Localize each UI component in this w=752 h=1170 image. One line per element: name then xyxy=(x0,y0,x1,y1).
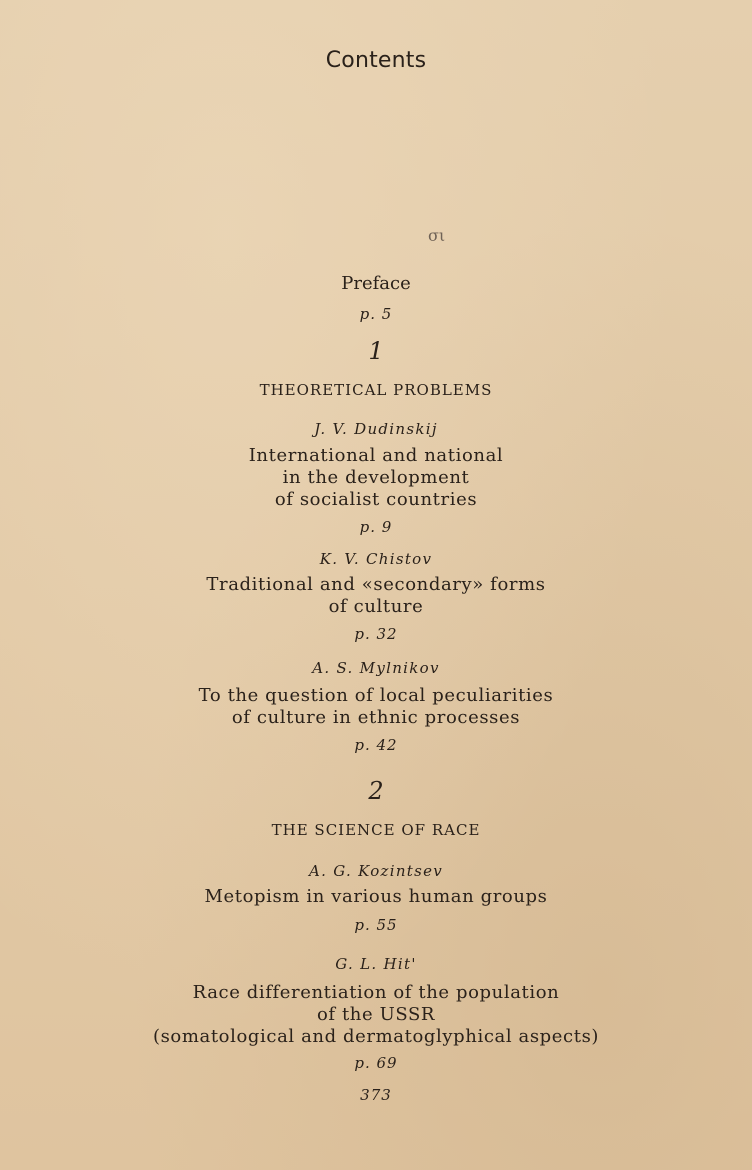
article-2-author: K. V. Chistov xyxy=(319,550,433,568)
section-2-title: THE SCIENCE OF RACE xyxy=(271,821,481,839)
article-1-author: J. V. Dudinskij xyxy=(314,420,438,438)
article-3-page: p. 42 xyxy=(354,736,398,754)
section-2-number: 2 xyxy=(368,777,384,805)
preface-page: p. 5 xyxy=(359,305,393,323)
article-4-title-line-1: Metopism in various human groups xyxy=(204,886,548,907)
article-5-title-line-3: (somatological and dermatoglyphical aspects) xyxy=(152,1026,600,1047)
page-number: 373 xyxy=(360,1086,392,1104)
article-1-title-line-3: of socialist countries xyxy=(274,489,478,510)
preface-heading: Preface xyxy=(341,273,411,294)
article-5-author: G. L. Hit' xyxy=(335,955,417,973)
section-1-title: THEORETICAL PROBLEMS xyxy=(259,381,493,399)
section-1-number: 1 xyxy=(368,337,384,365)
page-title: Contents xyxy=(325,48,427,73)
article-2-page: p. 32 xyxy=(354,625,398,643)
article-5-page: p. 69 xyxy=(354,1054,398,1072)
article-2-title-line-2: of culture xyxy=(328,596,424,617)
article-4-page: p. 55 xyxy=(354,916,398,934)
handwritten-mark: σι xyxy=(428,226,446,245)
article-2-title-line-1: Traditional and «secondary» forms xyxy=(206,574,546,595)
article-1-page: p. 9 xyxy=(359,518,393,536)
article-5-title-line-1: Race differentiation of the population xyxy=(192,982,560,1003)
article-3-author: A. S. Mylnikov xyxy=(312,659,440,677)
article-1-title-line-2: in the development xyxy=(282,467,470,488)
article-1-title-line-1: International and national xyxy=(248,445,504,466)
article-4-author: A. G. Kozintsev xyxy=(308,862,444,880)
article-3-title-line-1: To the question of local peculiarities xyxy=(198,685,554,706)
article-5-title-line-2: of the USSR xyxy=(316,1004,436,1025)
article-3-title-line-2: of culture in ethnic processes xyxy=(231,707,521,728)
